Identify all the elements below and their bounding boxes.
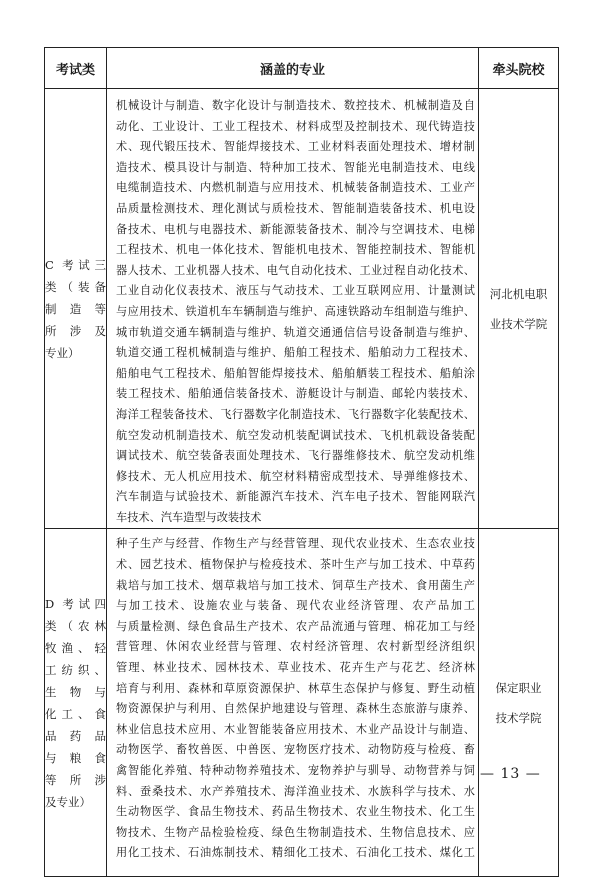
majors-line: 生动物医学、食品生物技术、药品生物技术、农业生物技术、化工生 <box>116 805 475 819</box>
header-exam-category: 考试类 <box>45 48 107 89</box>
majors-line: 修技术、无人机应用技术、航空材料精密成型技术、导弹维修技术、 <box>116 469 475 483</box>
category-line: 化工、食 <box>45 706 106 721</box>
category-line: 等 所 涉 <box>45 772 106 787</box>
majors-line: 器人技术、工业机器人技术、电气自动化技术、工业过程自动化技术、 <box>116 263 475 277</box>
majors-cell <box>107 529 479 877</box>
majors-line: 备技术、电机与电器技术、新能源装备技术、制冷与空调技术、电梯 <box>116 222 475 236</box>
majors-line: 造技术、模具设计与制造、特种加工技术、智能光电制造技术、电线 <box>116 160 475 174</box>
majors-line: 船舶电气工程技术、船舶智能焊接技术、船舶舾装工程技术、船舶涂 <box>116 366 475 380</box>
majors-line: 工业自动化仪表技术、液压与气动技术、工业互联网应用、计量测试 <box>116 284 475 298</box>
category-line: 生 物 与 <box>45 684 106 699</box>
category-line: 工纺织、 <box>45 662 106 677</box>
table-row <box>45 89 559 529</box>
majors-line: 航空发动机制造技术、航空发动机装配调试技术、飞机机载设备装配 <box>116 428 475 442</box>
majors-line: 禽智能化养殖、特种动物养殖技术、宠物养护与驯导、动物营养与饲 <box>116 764 475 777</box>
majors-table <box>44 47 559 877</box>
college-line: 河北机电职 <box>489 286 548 301</box>
header-covered-majors: 涵盖的专业 <box>107 48 479 89</box>
college-line: 技术学院 <box>495 710 542 725</box>
majors-cell <box>107 89 479 529</box>
majors-line: 管理、林业技术、园林技术、草业技术、花卉生产与花艺、经济林 <box>116 661 475 675</box>
majors-line: 术、园艺技术、植物保护与检疫技术、茶叶生产与加工技术、中草药 <box>116 558 475 572</box>
majors-line: 料、蚕桑技术、水产养殖技术、海洋渔业技术、水族科学与技术、水 <box>116 784 475 798</box>
category-line: 所 涉 及 <box>45 323 106 338</box>
majors-line: 与加工技术、设施农业与装备、现代农业经济管理、农产品加工 <box>116 599 475 613</box>
table-header-row <box>45 48 559 89</box>
majors-line: 电缆制造技术、内燃机制造与应用技术、机械装备制造技术、工业产 <box>116 181 475 195</box>
majors-line: 海洋工程装备技术、飞行器数字化制造技术、飞行器数字化装配技术、 <box>116 407 475 421</box>
exam-category-cell <box>45 89 107 529</box>
majors-line: 汽车制造与试验技术、新能源汽车技术、汽车电子技术、智能网联汽 <box>116 490 475 504</box>
college-line: 业技术学院 <box>489 316 548 331</box>
category-line: 及专业） <box>45 794 91 809</box>
majors-line: 种子生产与经营、作物生产与经营管理、现代农业技术、生态农业技 <box>116 537 475 551</box>
college-line: 保定职业 <box>495 680 542 695</box>
majors-line: 与质量检测、绿色食品生产技术、农产品流通与管理、棉花加工与经 <box>116 619 475 633</box>
majors-line: 林业信息技术应用、木业智能装备应用技术、木业产品设计与制造、 <box>116 722 475 736</box>
category-line: 专业） <box>45 345 80 360</box>
majors-line: 栽培与加工技术、烟草栽培与加工技术、饲草生产技术、食用菌生产 <box>116 578 475 592</box>
majors-line: 机械设计与制造、数字化设计与制造技术、数控技术、机械制造及自 <box>116 99 475 112</box>
lead-college-cell <box>479 529 559 877</box>
category-line: 与 粮 食 <box>45 750 106 765</box>
page-number: — 13 — <box>480 766 541 782</box>
table-row <box>45 529 559 877</box>
majors-line: 品质量检测技术、理化测试与质检技术、智能制造装备技术、机电设 <box>116 201 475 215</box>
majors-line: 与应用技术、铁道机车车辆制造与维护、高速铁路动车组制造与维护、 <box>116 304 475 318</box>
majors-line: 物技术、生物产品检验检疫、绿色生物制造技术、生物信息技术、应 <box>116 825 475 839</box>
majors-line: 培育与利用、森林和草原资源保护、林草生态保护与修复、野生动植 <box>116 681 475 695</box>
majors-line: 车技术、汽车造型与改装技术 <box>116 510 262 524</box>
category-line: 品 药 品 <box>45 728 106 743</box>
majors-line: 工程技术、机电一体化技术、智能机电技术、智能控制技术、智能机 <box>116 243 475 257</box>
header-lead-college: 牵头院校 <box>479 48 559 89</box>
category-line: 牧渔、轻 <box>45 640 106 655</box>
majors-line: 用化工技术、石油炼制技术、精细化工技术、石油化工技术、煤化工 <box>116 846 475 860</box>
majors-line: 物资源保护与利用、自然保护地建设与管理、森林生态旅游与康养、 <box>116 702 475 716</box>
majors-line: 动化、工业设计、工业工程技术、材料成型及控制技术、现代铸造技 <box>116 119 475 133</box>
majors-line: 营管理、休闲农业经营与管理、农村经济管理、农村新型经济组织 <box>116 640 475 654</box>
majors-line: 轨道交通工程机械制造与维护、船舶工程技术、船舶动力工程技术、 <box>116 346 475 360</box>
majors-line: 调试技术、航空装备表面处理技术、飞行器维修技术、航空发动机维 <box>116 449 475 463</box>
category-line: 制 造 等 <box>45 301 106 316</box>
category-line: C 考试三 <box>45 257 106 272</box>
exam-category-cell <box>45 529 107 877</box>
category-line: D 考试四 <box>45 596 106 611</box>
lead-college-cell <box>479 89 559 529</box>
majors-line: 城市轨道交通车辆制造与维护、轨道交通通信信号设备制造与维护、 <box>116 325 475 339</box>
majors-line: 装工程技术、船舶通信装备技术、游艇设计与制造、邮轮内装技术、 <box>116 387 475 401</box>
category-line: 类（农林 <box>45 618 106 633</box>
category-line: 类（装备 <box>45 279 106 294</box>
majors-line: 动物医学、畜牧兽医、中兽医、宠物医疗技术、动物防疫与检疫、畜 <box>116 743 475 757</box>
majors-line: 术、现代锻压技术、智能焊接技术、工业材料表面处理技术、增材制 <box>116 140 475 154</box>
